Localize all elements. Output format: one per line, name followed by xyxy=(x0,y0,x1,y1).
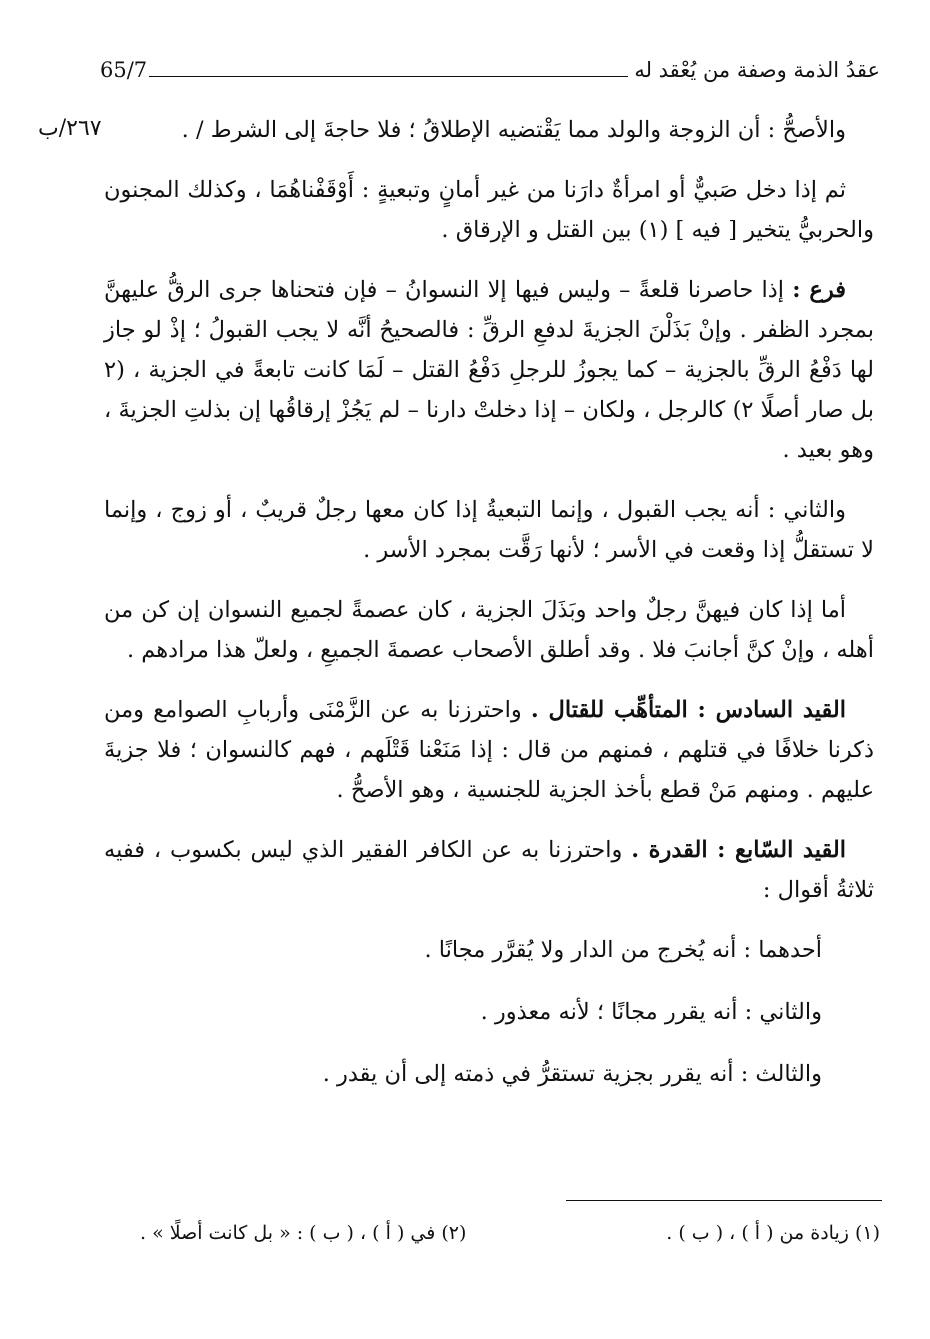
footnote-rule xyxy=(566,1200,882,1201)
page-number: 65/7 xyxy=(100,58,148,82)
footnotes xyxy=(140,1222,880,1244)
list-item-1: أحدهما : أنه يُخرج من الدار ولا يُقرَّر مجانًا . xyxy=(424,937,822,963)
body-text xyxy=(104,110,874,1116)
paragraph-7 xyxy=(104,830,874,910)
footnote-2: (٢) في ( أ ) ، ( ب ) : « بل كانت أصلًا » . xyxy=(140,1222,467,1244)
paragraph-1: والأصحُّ : أن الزوجة والولد مما يَقْتضيه الإطلاقُ ؛ فلا حاجةَ إلى الشرط / . xyxy=(181,117,846,143)
list-item-2: والثاني : أنه يقرر مجانًا ؛ لأنه معذور . xyxy=(480,999,822,1025)
paragraph-7-lead: القيد السّابع : القدرة . xyxy=(631,837,846,863)
header-title: عقدُ الذمة وصفة من يُعْقد له xyxy=(634,58,880,82)
paragraph-5: أما إذا كان فيهنَّ رجلٌ واحد وبَذَلَ الجزية ، كان عصمةً لجميع النسوان إن كن من أهله ، وإنْ كنَّ أجانبَ فلا . وقد أطلق الأصحاب عصمةَ الجميعِ ، ولعلّ هذا مرادهم . xyxy=(104,597,874,663)
footnote-1: (١) زيادة من ( أ ) ، ( ب ) . xyxy=(666,1222,880,1244)
paragraph-2: ثم إذا دخل صَبيٌّ أو امرأةٌ دارَنا من غير أمانٍ وتبعيةٍ : أَوْقَفْناهُمَا ، وكذلك المجنون والحربيُّ يتخير [ فيه ] (١) بين القتل و الإرقاق . xyxy=(104,177,874,243)
running-header xyxy=(100,52,880,82)
paragraph-3 xyxy=(104,270,874,470)
paragraph-4: والثاني : أنه يجب القبول ، وإنما التبعيةُ إذا كان معها رجلٌ قريبٌ ، أو زوج ، وإنما لا تستقلُّ إذا وقعت في الأسر ؛ لأنها رَقَّت بمجرد الأسر . xyxy=(104,497,874,563)
paragraph-6-lead: القيد السادس : المتأهِّب للقتال . xyxy=(530,697,847,723)
paragraph-3-lead: فرع : xyxy=(792,277,847,303)
paragraph-7-text: واحترزنا به عن الكافر الفقير الذي ليس بكسوب ، ففيه ثلاثةُ أقوال : xyxy=(104,837,874,903)
paragraph-3-text: إذا حاصرنا قلعةً – وليس فيها إلا النسوانُ – فإن فتحناها جرى الرقُّ عليهنَّ بمجرد الظفر . وإنْ بَذَلْنَ الجزيةَ لدفعِ الرقِّ : فالصحيحُ أنَّه لا يجب القبولُ ؛ إذْ لو جاز لها دَفْعُ الرقِّ بالجزية – كما يجوزُ للرجلِ دَفْعُ القتل – لَمَا كانت تابعةً في الجزية ، (٢ بل صار أصلًا ٢) كالرجل ، ولكان – إذا دخلتْ دارنا – لم يَجُزْ إرقاقُها إن بذلتِ الجزيةَ ، وهو بعيد . xyxy=(104,277,874,463)
list-item-3: والثالث : أنه يقرر بجزية تستقرُّ في ذمته إلى أن يقدر . xyxy=(322,1061,822,1087)
header-rule xyxy=(149,76,628,77)
paragraph-6 xyxy=(104,690,874,810)
paragraph-6-text: واحترزنا به عن الزَّمْنَى وأربابِ الصوامع ومن ذكرنا خلافًا في قتلهم ، فمنهم من قال : إذا مَنَعْنا قَتْلَهم ، فهم كالنسوان ؛ فلا جزيةَ عليهم . ومنهم مَنْ قطع بأخذ الجزية للجنسية ، وهو الأصحُّ . xyxy=(104,697,874,803)
margin-folio: ٢٦٧/ب xyxy=(38,116,102,141)
